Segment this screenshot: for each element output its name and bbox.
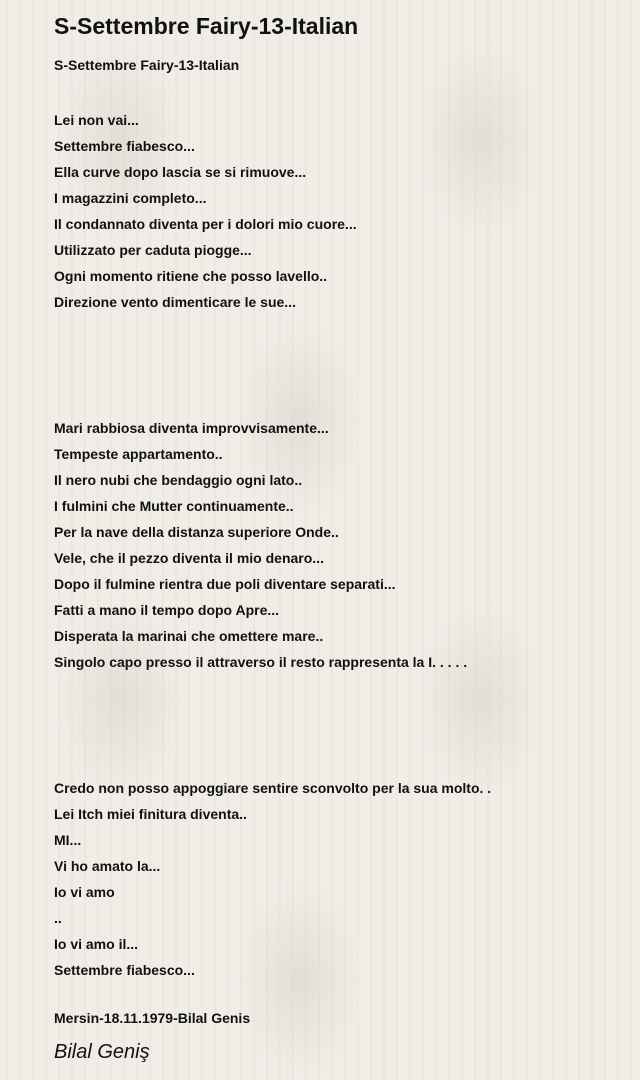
- poem-line: Utilizzato per caduta piogge...: [54, 242, 252, 258]
- poem-line: Singolo capo presso il attraverso il resto rappresenta la I. . . . .: [54, 654, 468, 670]
- poem-line: Io vi amo il...: [54, 936, 139, 952]
- author-name: Bilal Geniş: [54, 1041, 150, 1063]
- poem-line: Fatti a mano il tempo dopo Apre...: [54, 602, 280, 618]
- poem-body: [54, 107, 614, 1031]
- stanza-2: [54, 415, 614, 675]
- stanza-1: [54, 107, 614, 315]
- poem-line: Dopo il fulmine rientra due poli diventare separati...: [54, 576, 396, 592]
- poem-line: MI...: [54, 832, 82, 848]
- poem-line: Tempeste appartamento..: [54, 446, 223, 462]
- poem-line: Vi ho amato la...: [54, 858, 161, 874]
- poem-line: Io vi amo: [54, 884, 115, 900]
- poem-line: ..: [54, 910, 62, 926]
- poem-subtitle: S-Settembre Fairy-13-Italian: [54, 57, 240, 73]
- poem-line: Settembre fiabesco...: [54, 138, 195, 154]
- poem-line: Disperata la marinai che omettere mare..: [54, 628, 324, 644]
- poem-line: Lei non vai...: [54, 112, 139, 128]
- poem-line: Il condannato diventa per i dolori mio cuore...: [54, 216, 357, 232]
- poem-line: I fulmini che Mutter continuamente..: [54, 498, 294, 514]
- poem-line: Ogni momento ritiene che posso lavello..: [54, 268, 328, 284]
- poem-line: Ella curve dopo lascia se si rimuove...: [54, 164, 307, 180]
- poem-line: Credo non posso appoggiare sentire sconvolto per la sua molto. .: [54, 780, 492, 796]
- stanza-3: [54, 775, 614, 983]
- page-title: S-Settembre Fairy-13-Italian: [54, 13, 359, 39]
- poem-line: Settembre fiabesco...: [54, 962, 195, 978]
- poem-line: Il nero nubi che bendaggio ogni lato..: [54, 472, 303, 488]
- poem-line: Lei Itch miei finitura diventa..: [54, 806, 247, 822]
- poem-page: [54, 0, 614, 1065]
- poem-line: Direzione vento dimenticare le sue...: [54, 294, 296, 310]
- poem-line: I magazzini completo...: [54, 190, 207, 206]
- poem-line: Per la nave della distanza superiore Onde..: [54, 524, 339, 540]
- stanza-spacer: [54, 675, 614, 775]
- poem-line: Vele, che il pezzo diventa il mio denaro...: [54, 550, 324, 566]
- stanza-spacer: [54, 983, 614, 1005]
- stanza-spacer: [54, 315, 614, 415]
- poem-line: Mari rabbiosa diventa improvvisamente...: [54, 420, 329, 436]
- poem-dateline: Mersin-18.11.1979-Bilal Genis: [54, 1010, 251, 1026]
